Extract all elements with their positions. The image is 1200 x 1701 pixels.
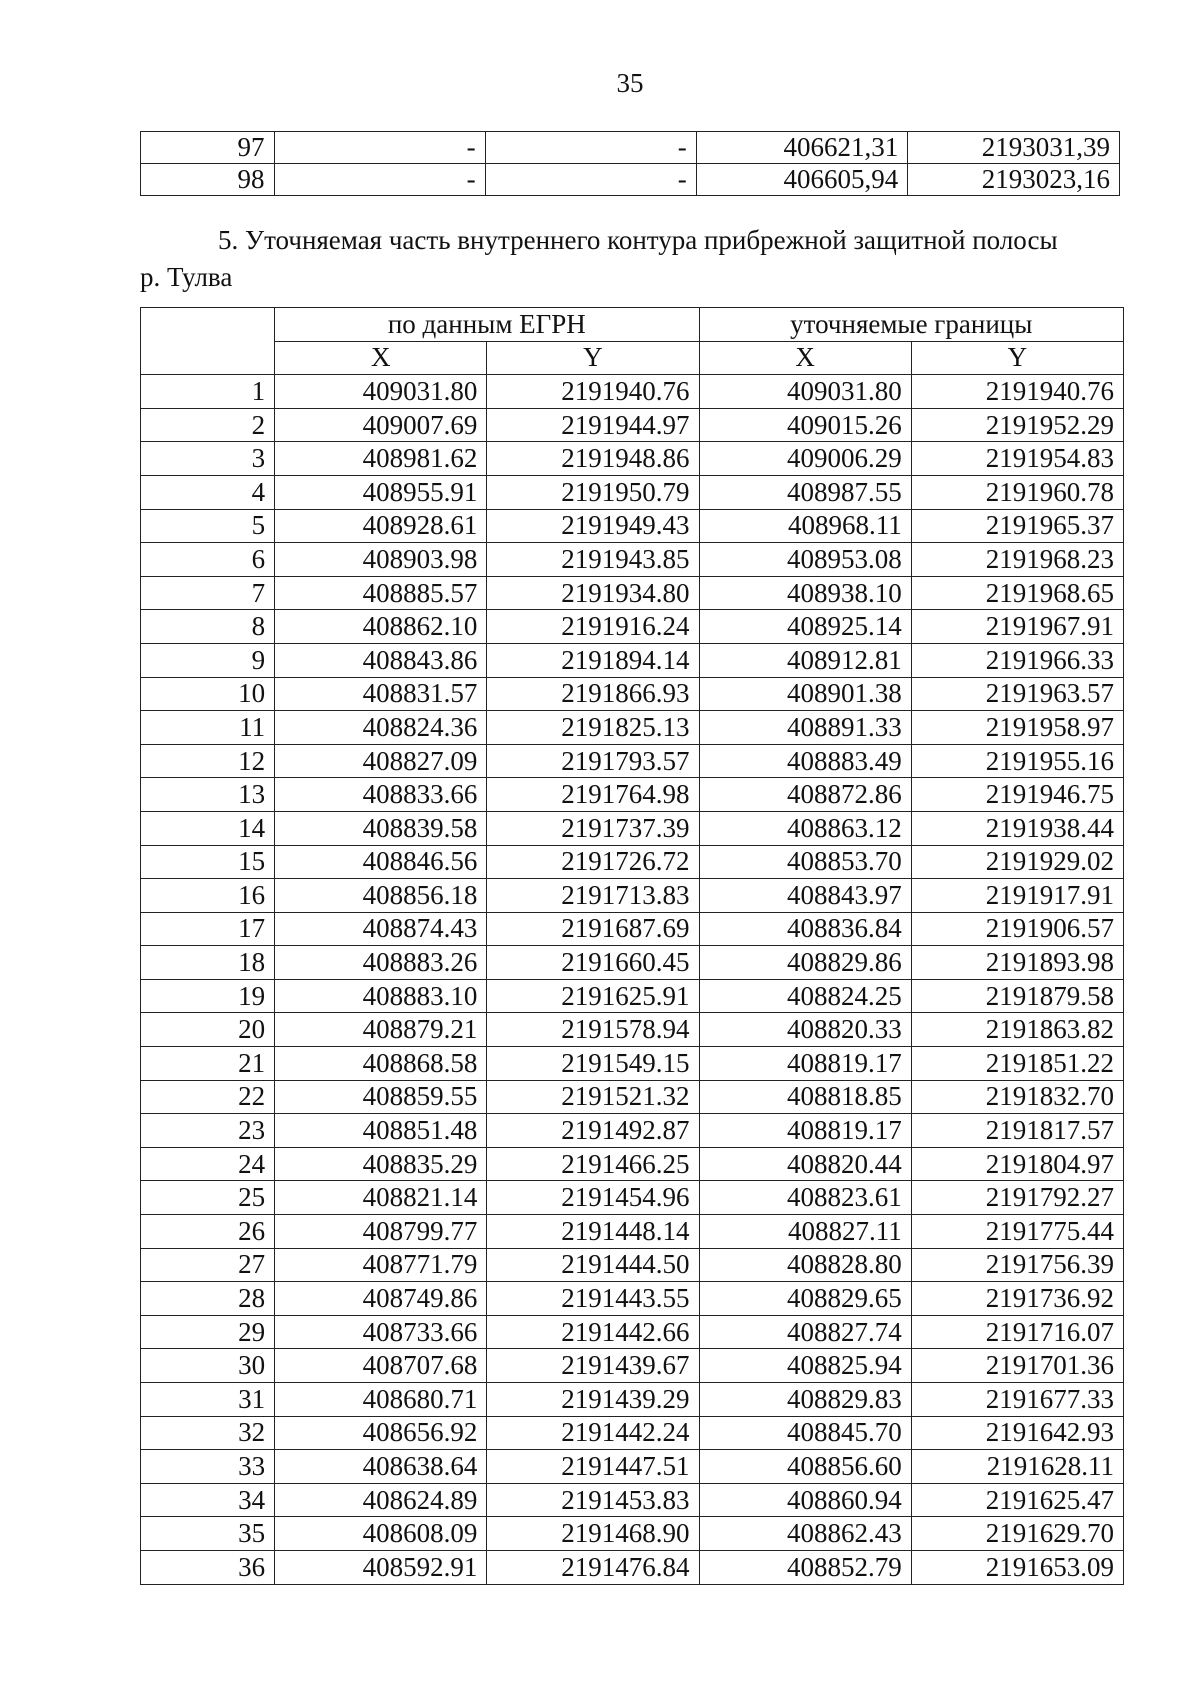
point-number-cell: 16 [141,879,275,913]
egrn-y-cell: 2191453.83 [487,1483,699,1517]
egrn-y-cell: 2191660.45 [487,946,699,980]
egrn-x-cell: 408608.09 [275,1517,487,1551]
egrn-x-cell: 408821.14 [275,1181,487,1215]
egrn-y-cell: 2191476.84 [487,1550,699,1584]
table-row [141,1047,1124,1081]
table-row [141,1483,1124,1517]
refined-y-cell: 2191940.76 [911,375,1123,409]
continued-row [141,132,1120,164]
refined-x-cell: 409006.29 [699,442,911,476]
egrn-y-cell: 2191444.50 [487,1248,699,1282]
refined-y-cell: 2191960.78 [911,475,1123,509]
table-row [141,408,1124,442]
refined-x-cell: 408856.60 [699,1450,911,1484]
egrn-x-cell: 408707.68 [275,1349,487,1383]
header-row-groups [141,308,1124,342]
refined-x-cell: 408987.55 [699,475,911,509]
egrn-x-cell: 408928.61 [275,509,487,543]
egrn-y-cell: 2191578.94 [487,1013,699,1047]
refined-x-cell: 408819.17 [699,1047,911,1081]
egrn-x-cell: 409031.80 [275,375,487,409]
egrn-y-cell: 2191944.97 [487,408,699,442]
table-row [141,1248,1124,1282]
refined-x-cell: 408845.70 [699,1416,911,1450]
refined-x-cell: 408829.86 [699,946,911,980]
point-number-cell: 4 [141,475,275,509]
table-row [141,845,1124,879]
table-row [141,375,1124,409]
refined-x-cell: 408891.33 [699,711,911,745]
egrn-y-cell: 2191439.29 [487,1383,699,1417]
egrn-x-cell: 408799.77 [275,1215,487,1249]
refined-x-cell: 408823.61 [699,1181,911,1215]
refined-x-cell: 408901.38 [699,677,911,711]
refined-x-cell: 408827.11 [699,1215,911,1249]
table-row [141,1282,1124,1316]
header-number-cell [141,308,275,375]
point-number-cell: 10 [141,677,275,711]
egrn-x-cell: 408771.79 [275,1248,487,1282]
header-refined-x: X [699,341,911,375]
refined-x-cell: 408872.86 [699,778,911,812]
egrn-x-cell: 408981.62 [275,442,487,476]
egrn-y-cell: 2191713.83 [487,879,699,913]
egrn-x-cell: 408833.66 [275,778,487,812]
table-row [141,946,1124,980]
egrn-y-cell: 2191448.14 [487,1215,699,1249]
refined-y-cell: 2191938.44 [911,811,1123,845]
point-number-cell: 26 [141,1215,275,1249]
header-refined: уточняемые границы [699,308,1123,342]
egrn-x-cell: 408862.10 [275,610,487,644]
table-row [141,744,1124,778]
egrn-x-cell: 408638.64 [275,1450,487,1484]
refined-y-cell: 2191955.16 [911,744,1123,778]
header-egrn-x: X [275,341,487,375]
point-number-cell: 19 [141,979,275,1013]
refined-y-cell: 2191851.22 [911,1047,1123,1081]
refined-y-cell: 2191863.82 [911,1013,1123,1047]
refined-y-cell: 2191952.29 [911,408,1123,442]
refined-x-cell: 409015.26 [699,408,911,442]
refined-y-cell: 2191963.57 [911,677,1123,711]
point-number-cell: 3 [141,442,275,476]
egrn-y-cell: 2191468.90 [487,1517,699,1551]
refined-x-cell: 408912.81 [699,643,911,677]
refined-y-cell: 2191642.93 [911,1416,1123,1450]
table-row [141,1383,1124,1417]
egrn-x-cell: 408839.58 [275,811,487,845]
egrn-y-cell: 2191737.39 [487,811,699,845]
egrn-y-cell: 2191442.24 [487,1416,699,1450]
refined-y-cell: 2191804.97 [911,1147,1123,1181]
egrn-x-cell: 408843.86 [275,643,487,677]
egrn-x-cell: 408835.29 [275,1147,487,1181]
table-row [141,1080,1124,1114]
refined-x-cell: 408828.80 [699,1248,911,1282]
table-row [141,1114,1124,1148]
refined-y-cell: 2191653.09 [911,1550,1123,1584]
refined-y-cell: 2191817.57 [911,1114,1123,1148]
egrn-y-cell: 2191466.25 [487,1147,699,1181]
egrn-y-cell: 2191916.24 [487,610,699,644]
point-number-cell: 22 [141,1080,275,1114]
page-number: 35 [616,68,644,98]
section-heading-line: 5. Уточняемая часть внутреннего контура прибрежной защитной полосы [218,225,1058,255]
table-row [141,509,1124,543]
egrn-y-cell: - [485,164,696,196]
egrn-y-cell: 2191443.55 [487,1282,699,1316]
point-number-cell: 7 [141,576,275,610]
table-row [141,879,1124,913]
refined-x-cell: 408860.94 [699,1483,911,1517]
egrn-x-cell: 408859.55 [275,1080,487,1114]
table-row [141,1181,1124,1215]
refined-y-cell: 2191946.75 [911,778,1123,812]
egrn-y-cell: 2191625.91 [487,979,699,1013]
egrn-x-cell: 408656.92 [275,1416,487,1450]
table-row [141,1450,1124,1484]
egrn-y-cell: 2191492.87 [487,1114,699,1148]
table-row [141,979,1124,1013]
refined-y-cell: 2191792.27 [911,1181,1123,1215]
egrn-x-cell: 408680.71 [275,1383,487,1417]
egrn-y-cell: 2191949.43 [487,509,699,543]
refined-y-cell: 2191954.83 [911,442,1123,476]
refined-y-cell: 2191832.70 [911,1080,1123,1114]
table-row [141,1416,1124,1450]
table-row [141,1013,1124,1047]
refined-y-cell: 2191629.70 [911,1517,1123,1551]
egrn-x-cell: 408592.91 [275,1550,487,1584]
refined-x-cell: 408853.70 [699,845,911,879]
coordinates-table [140,307,1124,1585]
refined-y-cell: 2191879.58 [911,979,1123,1013]
refined-x-cell: 408818.85 [699,1080,911,1114]
table-row [141,1147,1124,1181]
refined-y-cell: 2191968.65 [911,576,1123,610]
point-number-cell: 1 [141,375,275,409]
table-row [141,811,1124,845]
point-number-cell: 31 [141,1383,275,1417]
refined-x-cell: 408819.17 [699,1114,911,1148]
refined-y-cell: 2191929.02 [911,845,1123,879]
refined-y-cell: 2191716.07 [911,1315,1123,1349]
egrn-x-cell: 408874.43 [275,912,487,946]
point-number-cell: 8 [141,610,275,644]
egrn-x-cell: 408885.57 [275,576,487,610]
point-number-cell: 33 [141,1450,275,1484]
table-row [141,1349,1124,1383]
refined-x-cell: 408968.11 [699,509,911,543]
refined-y-cell: 2191917.91 [911,879,1123,913]
egrn-x-cell: - [274,132,485,164]
refined-x-cell: 408820.44 [699,1147,911,1181]
refined-x-cell: 408883.49 [699,744,911,778]
egrn-y-cell: 2191439.67 [487,1349,699,1383]
egrn-x-cell: 408851.48 [275,1114,487,1148]
egrn-y-cell: 2191726.72 [487,845,699,879]
point-number-cell: 35 [141,1517,275,1551]
egrn-x-cell: 408846.56 [275,845,487,879]
refined-y-cell: 2191967.91 [911,610,1123,644]
refined-x-cell: 408953.08 [699,543,911,577]
egrn-y-cell: 2191454.96 [487,1181,699,1215]
header-row-axes [141,341,1124,375]
section-heading-continuation: р. Тулва [140,262,233,292]
point-number-cell: 24 [141,1147,275,1181]
refined-y-cell: 2191625.47 [911,1483,1123,1517]
egrn-y-cell: 2191948.86 [487,442,699,476]
egrn-x-cell: 408955.91 [275,475,487,509]
point-number-cell: 12 [141,744,275,778]
egrn-y-cell: - [485,132,696,164]
refined-y-cell: 2191906.57 [911,912,1123,946]
egrn-x-cell: - [274,164,485,196]
point-number-cell: 14 [141,811,275,845]
egrn-x-cell: 408733.66 [275,1315,487,1349]
table-row [141,677,1124,711]
refined-x-cell: 408827.74 [699,1315,911,1349]
point-number-cell: 9 [141,643,275,677]
table-row [141,912,1124,946]
refined-x-cell: 408829.65 [699,1282,911,1316]
egrn-y-cell: 2191687.69 [487,912,699,946]
egrn-y-cell: 2191950.79 [487,475,699,509]
refined-y-cell: 2191677.33 [911,1383,1123,1417]
refined-x-cell: 406605,94 [696,164,908,196]
refined-x-cell: 408925.14 [699,610,911,644]
point-number-cell: 32 [141,1416,275,1450]
table-row [141,543,1124,577]
egrn-x-cell: 408824.36 [275,711,487,745]
refined-y-cell: 2191736.92 [911,1282,1123,1316]
point-number-cell: 97 [141,132,275,164]
egrn-x-cell: 408879.21 [275,1013,487,1047]
point-number-cell: 28 [141,1282,275,1316]
egrn-y-cell: 2191934.80 [487,576,699,610]
point-number-cell: 20 [141,1013,275,1047]
refined-y-cell: 2191958.97 [911,711,1123,745]
point-number-cell: 18 [141,946,275,980]
egrn-y-cell: 2191447.51 [487,1450,699,1484]
point-number-cell: 17 [141,912,275,946]
egrn-y-cell: 2191442.66 [487,1315,699,1349]
table-row [141,1315,1124,1349]
refined-x-cell: 408824.25 [699,979,911,1013]
point-number-cell: 13 [141,778,275,812]
egrn-x-cell: 408868.58 [275,1047,487,1081]
header-egrn: по данным ЕГРН [275,308,699,342]
point-number-cell: 36 [141,1550,275,1584]
egrn-y-cell: 2191521.32 [487,1080,699,1114]
egrn-x-cell: 408856.18 [275,879,487,913]
refined-x-cell: 408852.79 [699,1550,911,1584]
point-number-cell: 34 [141,1483,275,1517]
point-number-cell: 98 [141,164,275,196]
refined-x-cell: 408843.97 [699,879,911,913]
point-number-cell: 29 [141,1315,275,1349]
egrn-y-cell: 2191894.14 [487,643,699,677]
table-row [141,576,1124,610]
point-number-cell: 11 [141,711,275,745]
table-row [141,610,1124,644]
table-row [141,778,1124,812]
egrn-x-cell: 408827.09 [275,744,487,778]
egrn-x-cell: 408624.89 [275,1483,487,1517]
point-number-cell: 2 [141,408,275,442]
table-row [141,711,1124,745]
point-number-cell: 5 [141,509,275,543]
egrn-x-cell: 408883.10 [275,979,487,1013]
refined-y-cell: 2191968.23 [911,543,1123,577]
refined-y-cell: 2193031,39 [908,132,1120,164]
refined-x-cell: 408825.94 [699,1349,911,1383]
table-row [141,1517,1124,1551]
egrn-x-cell: 409007.69 [275,408,487,442]
header-egrn-y: Y [487,341,699,375]
refined-y-cell: 2191628.11 [911,1450,1123,1484]
egrn-y-cell: 2191549.15 [487,1047,699,1081]
egrn-y-cell: 2191940.76 [487,375,699,409]
point-number-cell: 21 [141,1047,275,1081]
refined-y-cell: 2193023,16 [908,164,1120,196]
refined-x-cell: 408938.10 [699,576,911,610]
egrn-y-cell: 2191764.98 [487,778,699,812]
refined-x-cell: 408829.83 [699,1383,911,1417]
refined-x-cell: 408820.33 [699,1013,911,1047]
egrn-x-cell: 408903.98 [275,543,487,577]
table-row [141,475,1124,509]
egrn-x-cell: 408831.57 [275,677,487,711]
refined-y-cell: 2191775.44 [911,1215,1123,1249]
continued-row [141,164,1120,196]
point-number-cell: 6 [141,543,275,577]
egrn-y-cell: 2191943.85 [487,543,699,577]
point-number-cell: 15 [141,845,275,879]
refined-x-cell: 406621,31 [696,132,908,164]
point-number-cell: 23 [141,1114,275,1148]
refined-x-cell: 409031.80 [699,375,911,409]
egrn-x-cell: 408883.26 [275,946,487,980]
table-row [141,1215,1124,1249]
point-number-cell: 27 [141,1248,275,1282]
point-number-cell: 25 [141,1181,275,1215]
egrn-y-cell: 2191866.93 [487,677,699,711]
refined-x-cell: 408836.84 [699,912,911,946]
egrn-x-cell: 408749.86 [275,1282,487,1316]
header-refined-y: Y [911,341,1123,375]
table-row [141,442,1124,476]
table-row [141,643,1124,677]
refined-y-cell: 2191893.98 [911,946,1123,980]
section-heading [140,222,1120,296]
refined-y-cell: 2191965.37 [911,509,1123,543]
continued-table [140,131,1120,196]
egrn-y-cell: 2191825.13 [487,711,699,745]
point-number-cell: 30 [141,1349,275,1383]
refined-y-cell: 2191701.36 [911,1349,1123,1383]
egrn-y-cell: 2191793.57 [487,744,699,778]
refined-x-cell: 408862.43 [699,1517,911,1551]
refined-x-cell: 408863.12 [699,811,911,845]
table-row [141,1550,1124,1584]
refined-y-cell: 2191756.39 [911,1248,1123,1282]
refined-y-cell: 2191966.33 [911,643,1123,677]
